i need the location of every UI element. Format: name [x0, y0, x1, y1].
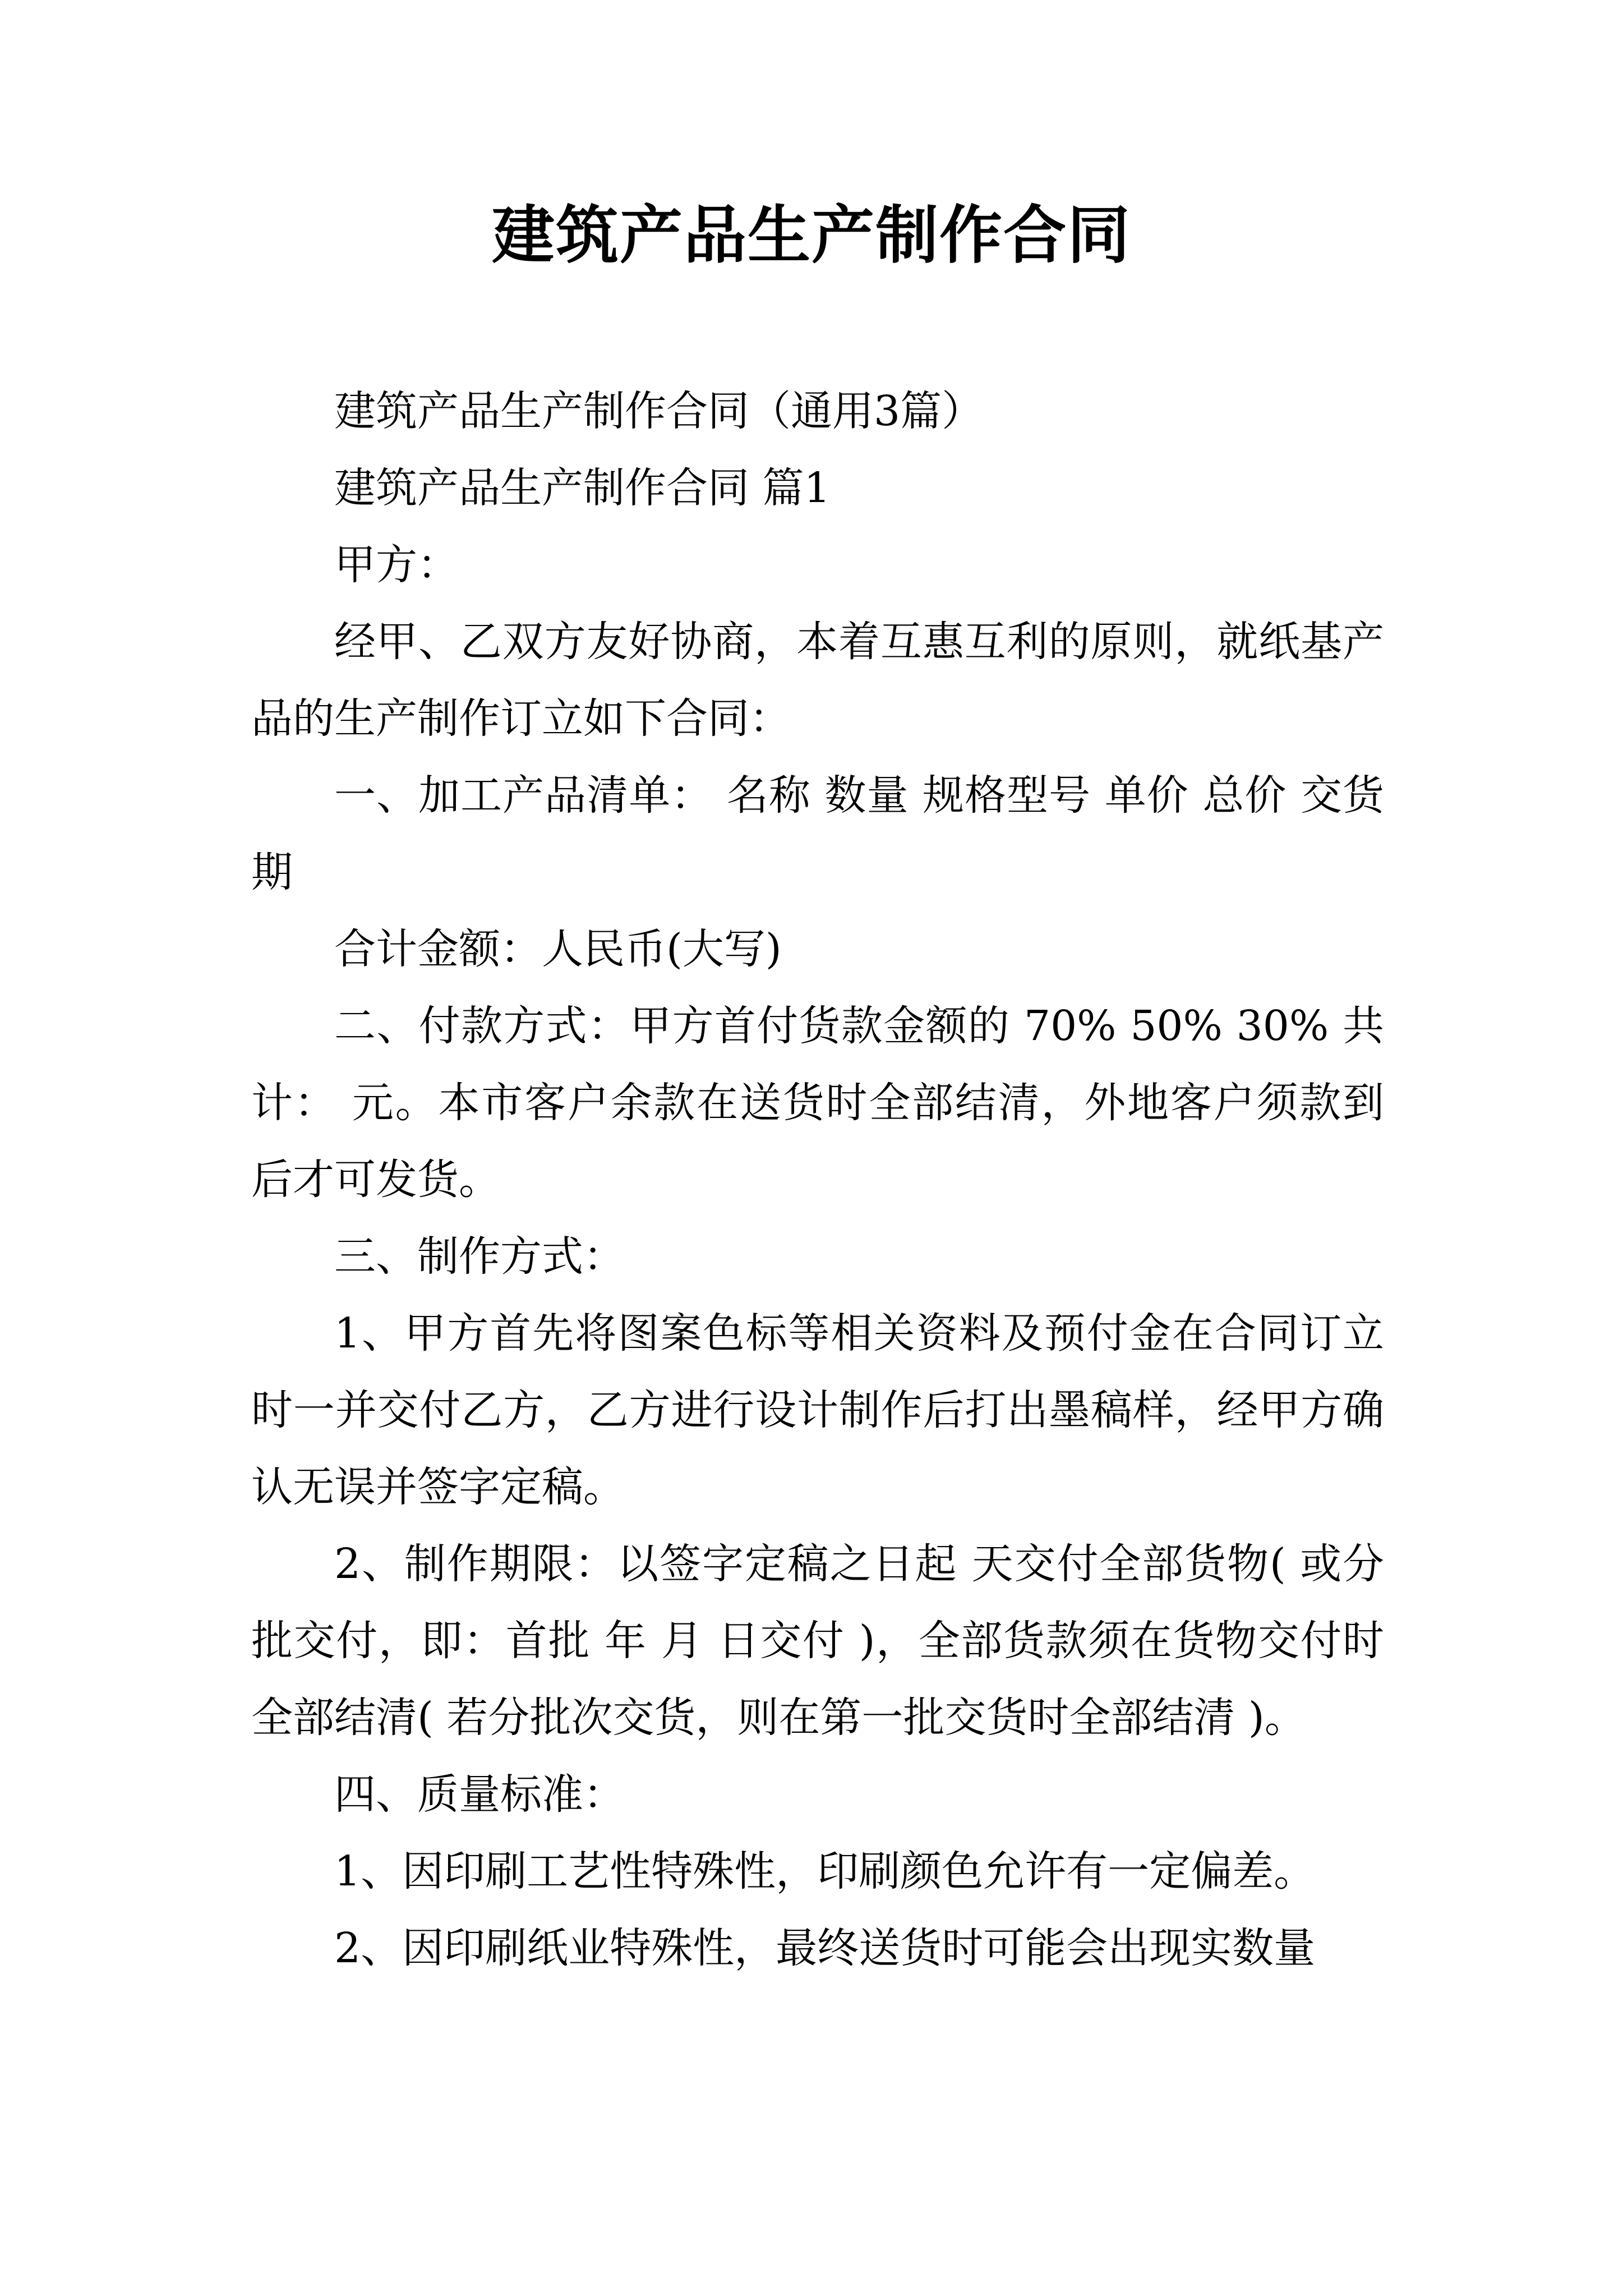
clause-payment: 二、付款方式：甲方首付货款金额的 70% 50% 30% 共计： 元。本市客户余款在送货时全部结清，外地客户须款到后才可发货。: [251, 1002, 1384, 1204]
clause-item-1: 1、甲方首先将图案色标等相关资料及预付金在合同订立时一并交付乙方，乙方进行设计制作后打出墨稿样，经甲方确认无误并签字定稿。: [251, 1309, 1384, 1511]
intro-paragraph: 经甲、乙双方友好协商，本着互惠互利的原则，就纸基产品的生产制作订立如下合同：: [251, 618, 1384, 743]
section-heading: 建筑产品生产制作合同 篇1: [334, 464, 831, 512]
clause-production-method: 三、制作方式：: [334, 1232, 625, 1281]
document-body: [251, 373, 1384, 1987]
clause-item-2: 2、制作期限：以签字定稿之日起 天交付全部货物( 或分批交付，即：首批 年 月 日交付 )，全部货款须在货物交付时全部结清( 若分批次交货，则在第一批交货时全部结清 )。: [251, 1540, 1384, 1742]
document-title: 建筑产品生产制作合同: [492, 199, 1131, 272]
quality-item-1: 1、因印刷工艺性特殊性，印刷颜色允许有一定偏差。: [334, 1847, 1316, 1895]
subtitle-paragraph: 建筑产品生产制作合同（通用3篇）: [334, 387, 984, 435]
total-amount-line: 合计金额：人民币(大写): [334, 925, 782, 973]
party-a-line: 甲方：: [334, 541, 459, 589]
clause-product-list: 一、加工产品清单： 名称 数量 规格型号 单价 总价 交货期: [251, 771, 1384, 896]
quality-item-2: 2、因印刷纸业特殊性，最终送货时可能会出现实数量: [334, 1924, 1316, 1972]
clause-quality-standard: 四、质量标准：: [334, 1770, 625, 1819]
